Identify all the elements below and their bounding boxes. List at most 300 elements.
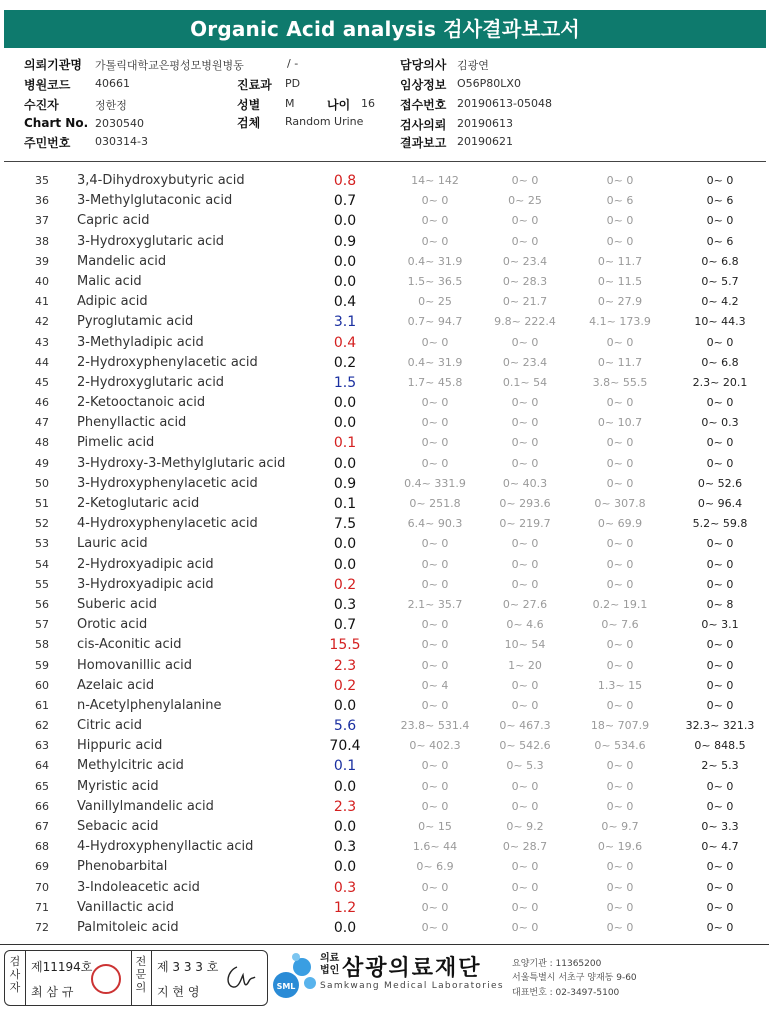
reference-range-3: 3.8~ 55.5 <box>592 375 648 389</box>
reference-range-3: 0~ 7.6 <box>601 618 639 632</box>
result-value: 0.8 <box>333 173 357 189</box>
age-value: 16 <box>361 97 375 110</box>
result-number: 48 <box>35 436 49 450</box>
reference-range-3: 18~ 707.9 <box>590 719 650 733</box>
specialist-label: 전문의 <box>135 955 147 994</box>
reference-range-3: 0~ 11.7 <box>597 355 643 369</box>
analyte-name: 3-Methylglutaconic acid <box>77 193 233 209</box>
reference-range-4: 2~ 5.3 <box>701 759 739 773</box>
reference-range-4: 0~ 0 <box>706 900 734 914</box>
analyte-name: Pyroglutamic acid <box>77 314 194 330</box>
reference-range-2: 0~ 0 <box>511 416 539 430</box>
reference-range-3: 0~ 0 <box>606 759 634 773</box>
analyte-name: 2-Hydroxyphenylacetic acid <box>77 354 258 370</box>
result-number: 54 <box>35 557 49 571</box>
reference-range-4: 0~ 0 <box>706 335 734 349</box>
reference-range-4: 0~ 0 <box>706 456 734 470</box>
result-value: 2.3 <box>333 657 357 674</box>
result-number: 68 <box>35 840 49 854</box>
reference-range-4: 32.3~ 321.3 <box>685 719 755 733</box>
result-value: 0.0 <box>333 778 357 795</box>
analyte-name: Vanillylmandelic acid <box>77 798 214 814</box>
reference-range-4: 0~ 6.8 <box>701 355 739 369</box>
analyte-name: Phenobarbital <box>77 859 168 875</box>
chart-value: 2030540 <box>95 117 144 130</box>
hospital-code-value: 40661 <box>95 77 130 90</box>
reference-range-2: 0~ 9.2 <box>506 820 544 833</box>
reference-range-2: 0~ 0 <box>511 900 539 914</box>
reference-range-1: 0~ 0 <box>421 638 449 652</box>
analyte-name: 3,4-Dihydroxybutyric acid <box>77 173 245 188</box>
signature-box <box>4 950 268 1006</box>
reference-range-1: 0~ 0 <box>421 194 449 208</box>
result-number: 69 <box>35 860 49 874</box>
table-row <box>0 555 769 575</box>
table-row <box>0 817 769 837</box>
result-value: 0.4 <box>333 334 357 351</box>
reference-range-2: 0~ 0 <box>511 678 539 692</box>
analyte-name: 2-Hydroxyglutaric acid <box>77 374 225 390</box>
footer <box>0 944 769 1013</box>
result-number: 50 <box>35 476 49 490</box>
reference-range-3: 0~ 9.7 <box>601 820 639 833</box>
result-number: 63 <box>35 739 49 753</box>
reference-range-4: 0~ 0 <box>706 214 734 228</box>
result-value: 0.0 <box>333 455 357 472</box>
receipt-label: 접수번호 <box>400 98 447 112</box>
result-number: 40 <box>35 274 49 288</box>
reference-range-2: 0~ 0 <box>511 214 539 228</box>
analyte-name: Homovanillic acid <box>77 657 192 673</box>
reference-range-1: 0.4~ 31.9 <box>407 254 463 268</box>
analyte-name: Myristic acid <box>77 778 159 794</box>
reference-range-2: 0~ 27.6 <box>502 597 548 611</box>
tester-label: 검사자 <box>9 955 21 994</box>
reference-range-3: 0~ 534.6 <box>594 739 646 753</box>
doctor-label: 담당의사 <box>400 58 447 72</box>
result-number: 38 <box>35 234 49 248</box>
reference-range-3: 0~ 6 <box>606 194 634 208</box>
table-row <box>0 191 769 211</box>
reference-range-2: 0~ 21.7 <box>502 295 548 309</box>
reference-range-3: 0~ 0 <box>606 779 634 793</box>
result-value: 0.2 <box>333 576 357 593</box>
reference-range-2: 0~ 0 <box>511 779 539 793</box>
reference-range-4: 0~ 0 <box>706 880 734 894</box>
table-row <box>0 454 769 474</box>
analyte-name: Phenyllactic acid <box>77 415 187 431</box>
reference-range-1: 0~ 4 <box>421 678 449 692</box>
reference-range-2: 0~ 28.7 <box>502 840 548 854</box>
reference-range-4: 10~ 44.3 <box>694 315 746 329</box>
result-value: 0.3 <box>333 839 357 856</box>
result-value: 0.1 <box>333 758 357 775</box>
table-row <box>0 615 769 635</box>
report-title: Organic Acid analysis 검사결과보고서 <box>4 10 766 48</box>
result-value: 0.4 <box>333 294 357 311</box>
reference-range-4: 0~ 0.3 <box>701 416 739 430</box>
reference-range-1: 14~ 142 <box>411 174 459 187</box>
table-row <box>0 857 769 877</box>
reference-range-4: 0~ 0 <box>706 860 734 874</box>
result-value: 0.0 <box>333 819 357 835</box>
table-row <box>0 272 769 292</box>
reference-range-3: 0~ 19.6 <box>597 840 643 854</box>
reference-range-3: 0~ 69.9 <box>597 517 643 531</box>
reference-range-2: 0~ 293.6 <box>499 497 551 510</box>
reference-range-2: 0~ 4.6 <box>506 618 544 632</box>
reference-range-4: 0~ 0 <box>706 577 734 591</box>
analyte-name: n-Acetylphenylalanine <box>77 697 222 713</box>
reference-range-3: 0~ 27.9 <box>597 295 643 309</box>
reference-range-4: 0~ 0 <box>706 698 734 712</box>
result-number: 49 <box>35 456 49 470</box>
reference-range-2: 0~ 542.6 <box>499 739 551 753</box>
result-value: 3.1 <box>333 314 357 331</box>
reference-range-1: 0.4~ 331.9 <box>404 476 466 490</box>
reference-range-3: 4.1~ 173.9 <box>589 315 651 329</box>
analyte-name: 4-Hydroxyphenyllactic acid <box>77 839 254 855</box>
reference-range-4: 0~ 6.8 <box>701 254 739 268</box>
reference-range-4: 0~ 0 <box>706 658 734 672</box>
reference-range-2: 0~ 23.4 <box>502 355 548 369</box>
reference-range-3: 0.2~ 19.1 <box>592 597 648 611</box>
collector-label: 수진자 <box>24 98 59 112</box>
result-number: 36 <box>35 194 49 208</box>
institution-label: 의뢰기관명 <box>24 58 82 72</box>
reference-range-4: 0~ 0 <box>706 779 734 793</box>
results-table <box>0 171 769 938</box>
analyte-name: Methylcitric acid <box>77 758 184 774</box>
result-value: 0.3 <box>333 879 357 896</box>
analyte-name: 2-Hydroxyadipic acid <box>77 556 214 572</box>
reference-range-3: 0~ 0 <box>606 557 634 571</box>
result-value: 1.2 <box>333 899 357 916</box>
reference-range-2: 0~ 0 <box>511 577 539 591</box>
result-number: 56 <box>35 597 49 611</box>
receipt-value: 20190613-05048 <box>457 97 552 110</box>
table-row <box>0 837 769 857</box>
result-number: 72 <box>35 920 49 934</box>
reference-range-1: 0~ 0 <box>421 416 449 430</box>
table-row <box>0 696 769 716</box>
svg-text:SML: SML <box>276 982 296 991</box>
table-row <box>0 797 769 817</box>
reference-range-4: 0~ 52.6 <box>697 476 743 490</box>
reference-range-1: 0~ 0 <box>421 214 449 228</box>
reference-range-3: 0~ 0 <box>606 658 634 672</box>
reference-range-4: 0~ 848.5 <box>694 739 746 753</box>
result-value: 0.0 <box>333 253 357 270</box>
result-number: 44 <box>35 355 49 369</box>
table-row <box>0 312 769 332</box>
result-number: 62 <box>35 719 49 733</box>
result-number: 67 <box>35 820 49 833</box>
analyte-name: Orotic acid <box>77 617 148 633</box>
analyte-name: Capric acid <box>77 213 150 229</box>
result-value: 0.0 <box>333 697 357 714</box>
reference-range-3: 0~ 0 <box>606 234 634 248</box>
table-row <box>0 716 769 736</box>
reference-range-1: 0~ 0 <box>421 900 449 914</box>
result-value: 0.9 <box>333 475 357 492</box>
reference-range-4: 5.2~ 59.8 <box>692 517 748 531</box>
reference-range-2: 0~ 5.3 <box>506 759 544 773</box>
result-number: 43 <box>35 335 49 349</box>
reference-range-1: 0~ 0 <box>421 759 449 773</box>
reference-range-4: 0~ 0 <box>706 436 734 450</box>
result-value: 1.5 <box>333 374 357 391</box>
result-number: 47 <box>35 416 49 430</box>
result-number: 53 <box>35 537 49 551</box>
reference-range-1: 0~ 402.3 <box>409 739 461 753</box>
reference-range-2: 0~ 219.7 <box>499 517 551 531</box>
reference-range-3: 0~ 0 <box>606 456 634 470</box>
analyte-name: Pimelic acid <box>77 435 155 451</box>
table-row <box>0 777 769 797</box>
address: 서울특별시 서초구 양재동 9-60 <box>512 973 637 983</box>
divider <box>131 951 132 1005</box>
chart-label: Chart No. <box>24 116 89 130</box>
dept-label: 진료과 <box>237 78 272 92</box>
result-number: 65 <box>35 779 49 793</box>
result-number: 52 <box>35 517 49 531</box>
reference-range-2: 0~ 23.4 <box>502 254 548 268</box>
sex-label: 성별 <box>237 98 261 112</box>
table-row <box>0 878 769 898</box>
result-number: 70 <box>35 880 49 894</box>
ward-value: / - <box>287 57 299 70</box>
org-type: 의료법인 <box>320 953 340 976</box>
reference-range-2: 0~ 40.3 <box>502 476 548 490</box>
reference-range-3: 0~ 0 <box>606 860 634 874</box>
result-value: 0.2 <box>333 354 357 371</box>
reference-range-2: 0~ 0 <box>511 436 539 450</box>
table-row <box>0 232 769 252</box>
signature-mark <box>223 963 257 993</box>
reference-range-1: 0~ 0 <box>421 335 449 349</box>
analyte-name: Hippuric acid <box>77 738 163 754</box>
reference-range-1: 0~ 0 <box>421 618 449 632</box>
reference-range-1: 0~ 0 <box>421 698 449 712</box>
analyte-name: Sebacic acid <box>77 819 159 834</box>
result-number: 58 <box>35 638 49 652</box>
clinical-value: O56P80LX0 <box>457 77 521 90</box>
analyte-name: Citric acid <box>77 718 142 734</box>
reference-range-4: 0~ 4.7 <box>701 840 739 854</box>
reference-range-1: 0~ 0 <box>421 577 449 591</box>
analyte-name: 3-Indoleacetic acid <box>77 879 200 895</box>
reference-range-4: 0~ 96.4 <box>697 497 743 510</box>
result-value: 0.0 <box>333 273 357 290</box>
reference-range-3: 0~ 0 <box>606 537 634 551</box>
specialist-name: 지 현 영 <box>157 985 200 999</box>
institution-value: 가톨릭대학교은평성모병원병동 <box>95 59 244 72</box>
table-row <box>0 211 769 231</box>
reference-range-1: 0~ 0 <box>421 436 449 450</box>
result-value: 15.5 <box>329 637 361 654</box>
table-row <box>0 413 769 433</box>
reference-range-2: 0~ 0 <box>511 456 539 470</box>
age-label: 나이 <box>327 98 351 112</box>
reference-range-1: 1.6~ 44 <box>412 840 458 854</box>
analyte-name: 2-Ketoglutaric acid <box>77 496 200 511</box>
result-number: 37 <box>35 214 49 228</box>
reference-range-4: 0~ 0 <box>706 537 734 551</box>
result-value: 0.0 <box>333 536 357 553</box>
reference-range-2: 0~ 0 <box>511 396 539 410</box>
reference-range-1: 0~ 0 <box>421 920 449 934</box>
table-row <box>0 252 769 272</box>
reference-range-3: 0~ 0 <box>606 638 634 652</box>
reference-range-4: 0~ 0 <box>706 799 734 813</box>
analyte-name: Suberic acid <box>77 596 157 612</box>
reference-range-4: 0~ 0 <box>706 396 734 410</box>
reference-range-1: 0~ 6.9 <box>416 860 454 874</box>
reference-range-3: 0~ 0 <box>606 436 634 450</box>
reference-range-4: 0~ 3.3 <box>701 820 739 833</box>
table-row <box>0 918 769 938</box>
result-number: 55 <box>35 577 49 591</box>
reference-range-1: 0~ 0 <box>421 234 449 248</box>
table-row <box>0 353 769 373</box>
table-row <box>0 736 769 756</box>
result-number: 45 <box>35 375 49 389</box>
reference-range-4: 0~ 0 <box>706 920 734 934</box>
reference-range-4: 0~ 5.7 <box>701 274 739 288</box>
result-value: 0.7 <box>333 193 357 210</box>
result-value: 0.0 <box>333 919 357 936</box>
reference-range-2: 0~ 0 <box>511 880 539 894</box>
reference-range-2: 0~ 28.3 <box>502 274 548 288</box>
result-value: 70.4 <box>329 738 361 755</box>
analyte-name: 4-Hydroxyphenylacetic acid <box>77 516 258 532</box>
result-number: 57 <box>35 618 49 632</box>
result-number: 60 <box>35 678 49 692</box>
analyte-name: Lauric acid <box>77 536 148 552</box>
table-row <box>0 393 769 413</box>
tester-license: 제11194호 <box>31 960 93 974</box>
reference-range-1: 6.4~ 90.3 <box>407 517 463 531</box>
result-number: 51 <box>35 497 49 510</box>
reference-range-1: 0~ 15 <box>418 820 452 833</box>
result-number: 66 <box>35 799 49 813</box>
table-row <box>0 333 769 353</box>
reference-range-4: 0~ 0 <box>706 638 734 652</box>
table-row <box>0 494 769 514</box>
result-value: 0.1 <box>333 496 357 512</box>
reference-range-1: 0~ 251.8 <box>409 497 461 510</box>
reference-range-2: 0~ 467.3 <box>499 719 551 733</box>
divider <box>25 951 26 1005</box>
result-value: 0.0 <box>333 556 357 573</box>
resident-label: 주민번호 <box>24 136 71 150</box>
reference-range-2: 9.8~ 222.4 <box>494 315 556 329</box>
hospital-code-label: 병원코드 <box>24 78 71 92</box>
analyte-name: Azelaic acid <box>77 677 155 693</box>
result-value: 2.3 <box>333 798 357 815</box>
reference-range-2: 0~ 0 <box>511 920 539 934</box>
reference-range-2: 0~ 0 <box>511 537 539 551</box>
reference-range-1: 0~ 0 <box>421 658 449 672</box>
org-name: 삼광의료재단 <box>342 956 482 981</box>
table-row <box>0 474 769 494</box>
sex-value: M <box>285 97 295 110</box>
report-date-label: 결과보고 <box>400 136 447 150</box>
table-row <box>0 898 769 918</box>
analyte-name: 2-Ketooctanoic acid <box>77 395 206 411</box>
reference-range-2: 10~ 54 <box>504 638 546 652</box>
analyte-name: 3-Hydroxyglutaric acid <box>77 233 225 249</box>
result-number: 59 <box>35 658 49 672</box>
table-row <box>0 595 769 615</box>
table-row <box>0 534 769 554</box>
reference-range-3: 0~ 0 <box>606 799 634 813</box>
result-value: 0.9 <box>333 233 357 250</box>
result-value: 0.2 <box>333 677 357 694</box>
table-row <box>0 676 769 696</box>
tester-name: 최 삼 규 <box>31 985 74 999</box>
table-row <box>0 292 769 312</box>
reference-range-4: 0~ 0 <box>706 174 734 187</box>
reference-range-4: 0~ 3.1 <box>701 618 739 632</box>
care-code: 요양기관 : 11365200 <box>512 959 602 969</box>
reference-range-1: 0~ 0 <box>421 396 449 410</box>
result-value: 0.0 <box>333 859 357 876</box>
reference-range-4: 2.3~ 20.1 <box>692 375 748 389</box>
result-value: 5.6 <box>333 718 357 735</box>
table-row <box>0 514 769 534</box>
reference-range-1: 2.1~ 35.7 <box>407 597 463 611</box>
reference-range-2: 1~ 20 <box>508 658 542 672</box>
reference-range-2: 0~ 25 <box>508 194 542 208</box>
reference-range-3: 0~ 11.5 <box>597 274 643 288</box>
doctor-value: 김광연 <box>457 59 489 72</box>
table-row <box>0 373 769 393</box>
analyte-name: cis-Aconitic acid <box>77 637 182 653</box>
phone: 대표번호 : 02-3497-5100 <box>512 988 620 998</box>
result-number: 41 <box>35 295 49 309</box>
reference-range-3: 0~ 0 <box>606 476 634 490</box>
analyte-name: Palmitoleic acid <box>77 919 179 935</box>
reference-range-2: 0~ 0 <box>511 234 539 248</box>
reference-range-4: 0~ 6 <box>706 194 734 208</box>
result-value: 0.3 <box>333 596 357 613</box>
reference-range-2: 0~ 0 <box>511 860 539 874</box>
reference-range-4: 0~ 8 <box>706 597 734 611</box>
result-value: 0.1 <box>333 435 357 452</box>
resident-value: 030314-3 <box>95 135 148 148</box>
result-number: 46 <box>35 396 49 410</box>
clinical-label: 임상정보 <box>400 78 447 92</box>
table-row <box>0 656 769 676</box>
specimen-label: 검체 <box>237 116 261 130</box>
result-number: 71 <box>35 900 49 914</box>
result-number: 64 <box>35 759 49 773</box>
reference-range-3: 0~ 0 <box>606 920 634 934</box>
reference-range-1: 0.7~ 94.7 <box>407 315 463 329</box>
reference-range-3: 0~ 0 <box>606 214 634 228</box>
reference-range-1: 0~ 0 <box>421 557 449 571</box>
result-value: 0.0 <box>333 415 357 432</box>
reference-range-1: 0~ 0 <box>421 537 449 551</box>
reference-range-1: 0~ 25 <box>418 295 452 309</box>
reference-range-3: 0~ 0 <box>606 900 634 914</box>
analyte-name: 3-Hydroxyadipic acid <box>77 576 214 592</box>
result-number: 42 <box>35 315 49 329</box>
result-value: 0.0 <box>333 395 357 412</box>
reference-range-3: 0~ 0 <box>606 880 634 894</box>
